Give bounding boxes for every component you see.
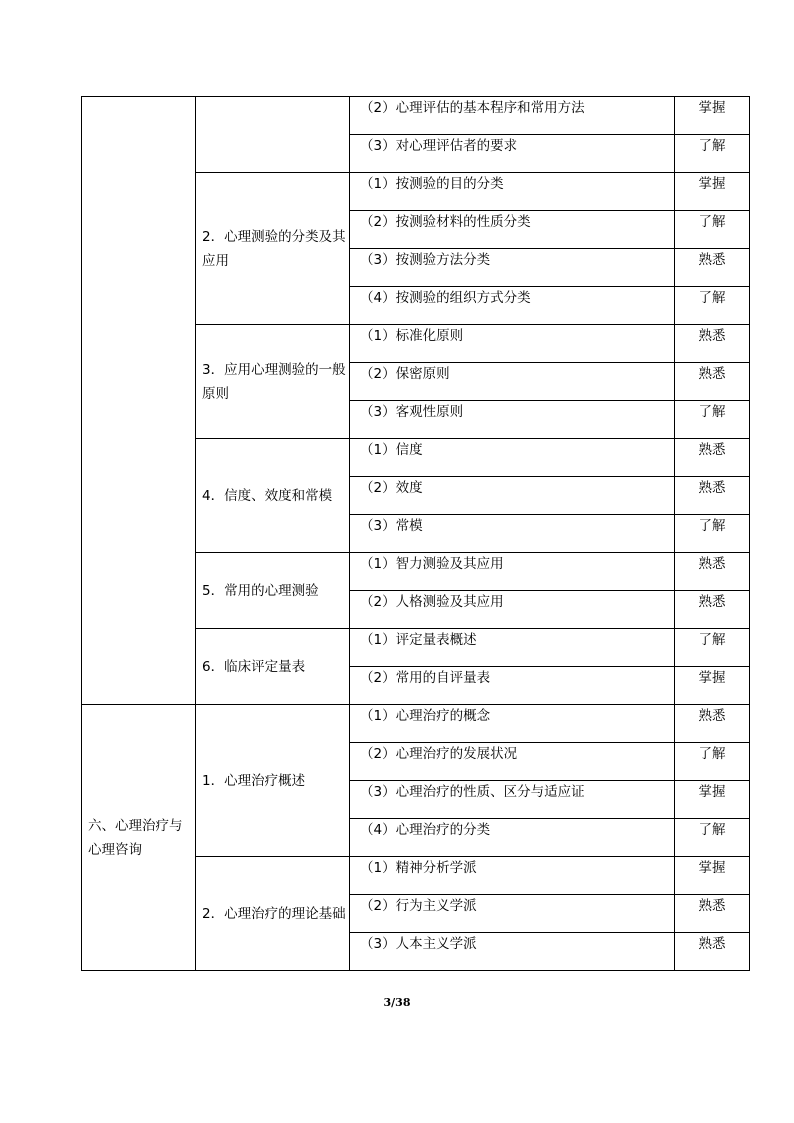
topic-cell: （2）行为主义学派	[350, 895, 675, 933]
level-cell: 熟悉	[675, 553, 750, 591]
section-cell: 六、心理治疗与心理咨询	[82, 705, 196, 971]
topic-cell: （2）保密原则	[350, 363, 675, 401]
subsection-cell: 6．临床评定量表	[196, 629, 350, 705]
topic-cell: （2）心理治疗的发展状况	[350, 743, 675, 781]
subsection-cell: 1．心理治疗概述	[196, 705, 350, 857]
topic-cell: （2）常用的自评量表	[350, 667, 675, 705]
level-cell: 了解	[675, 743, 750, 781]
topic-cell: （2）心理评估的基本程序和常用方法	[350, 97, 675, 135]
level-cell: 熟悉	[675, 477, 750, 515]
topic-cell: （3）常模	[350, 515, 675, 553]
subsection-cell: 4．信度、效度和常模	[196, 439, 350, 553]
subsection-cell: 2．心理测验的分类及其应用	[196, 173, 350, 325]
topic-cell: （1）精神分析学派	[350, 857, 675, 895]
level-cell: 了解	[675, 819, 750, 857]
level-cell: 了解	[675, 211, 750, 249]
level-cell: 熟悉	[675, 591, 750, 629]
subsection-cell: 2．心理治疗的理论基础	[196, 857, 350, 971]
topic-cell: （1）智力测验及其应用	[350, 553, 675, 591]
topic-cell: （1）标准化原则	[350, 325, 675, 363]
topic-cell: （1）信度	[350, 439, 675, 477]
level-cell: 掌握	[675, 173, 750, 211]
topic-cell: （3）客观性原则	[350, 401, 675, 439]
level-cell: 了解	[675, 287, 750, 325]
level-cell: 掌握	[675, 781, 750, 819]
topic-cell: （2）人格测验及其应用	[350, 591, 675, 629]
table-row	[82, 97, 750, 135]
topic-cell: （2）效度	[350, 477, 675, 515]
topic-cell: （1）评定量表概述	[350, 629, 675, 667]
level-cell: 熟悉	[675, 249, 750, 287]
topic-cell: （4）心理治疗的分类	[350, 819, 675, 857]
level-cell: 了解	[675, 515, 750, 553]
topic-cell: （3）按测验方法分类	[350, 249, 675, 287]
level-cell: 了解	[675, 629, 750, 667]
level-cell: 熟悉	[675, 325, 750, 363]
section-cell	[82, 97, 196, 705]
topic-cell: （3）人本主义学派	[350, 933, 675, 971]
syllabus-table	[81, 96, 750, 971]
topic-cell: （3）心理治疗的性质、区分与适应证	[350, 781, 675, 819]
subsection-cell	[196, 97, 350, 173]
level-cell: 掌握	[675, 857, 750, 895]
subsection-cell: 3．应用心理测验的一般原则	[196, 325, 350, 439]
level-cell: 了解	[675, 135, 750, 173]
level-cell: 熟悉	[675, 363, 750, 401]
topic-cell: （2）按测验材料的性质分类	[350, 211, 675, 249]
level-cell: 掌握	[675, 97, 750, 135]
topic-cell: （4）按测验的组织方式分类	[350, 287, 675, 325]
table-row	[82, 705, 750, 743]
page-number: 3/38	[383, 996, 411, 1009]
subsection-cell: 5．常用的心理测验	[196, 553, 350, 629]
topic-cell: （1）按测验的目的分类	[350, 173, 675, 211]
topic-cell: （1）心理治疗的概念	[350, 705, 675, 743]
level-cell: 熟悉	[675, 705, 750, 743]
topic-cell: （3）对心理评估者的要求	[350, 135, 675, 173]
level-cell: 掌握	[675, 667, 750, 705]
level-cell: 熟悉	[675, 895, 750, 933]
level-cell: 了解	[675, 401, 750, 439]
level-cell: 熟悉	[675, 439, 750, 477]
level-cell: 熟悉	[675, 933, 750, 971]
